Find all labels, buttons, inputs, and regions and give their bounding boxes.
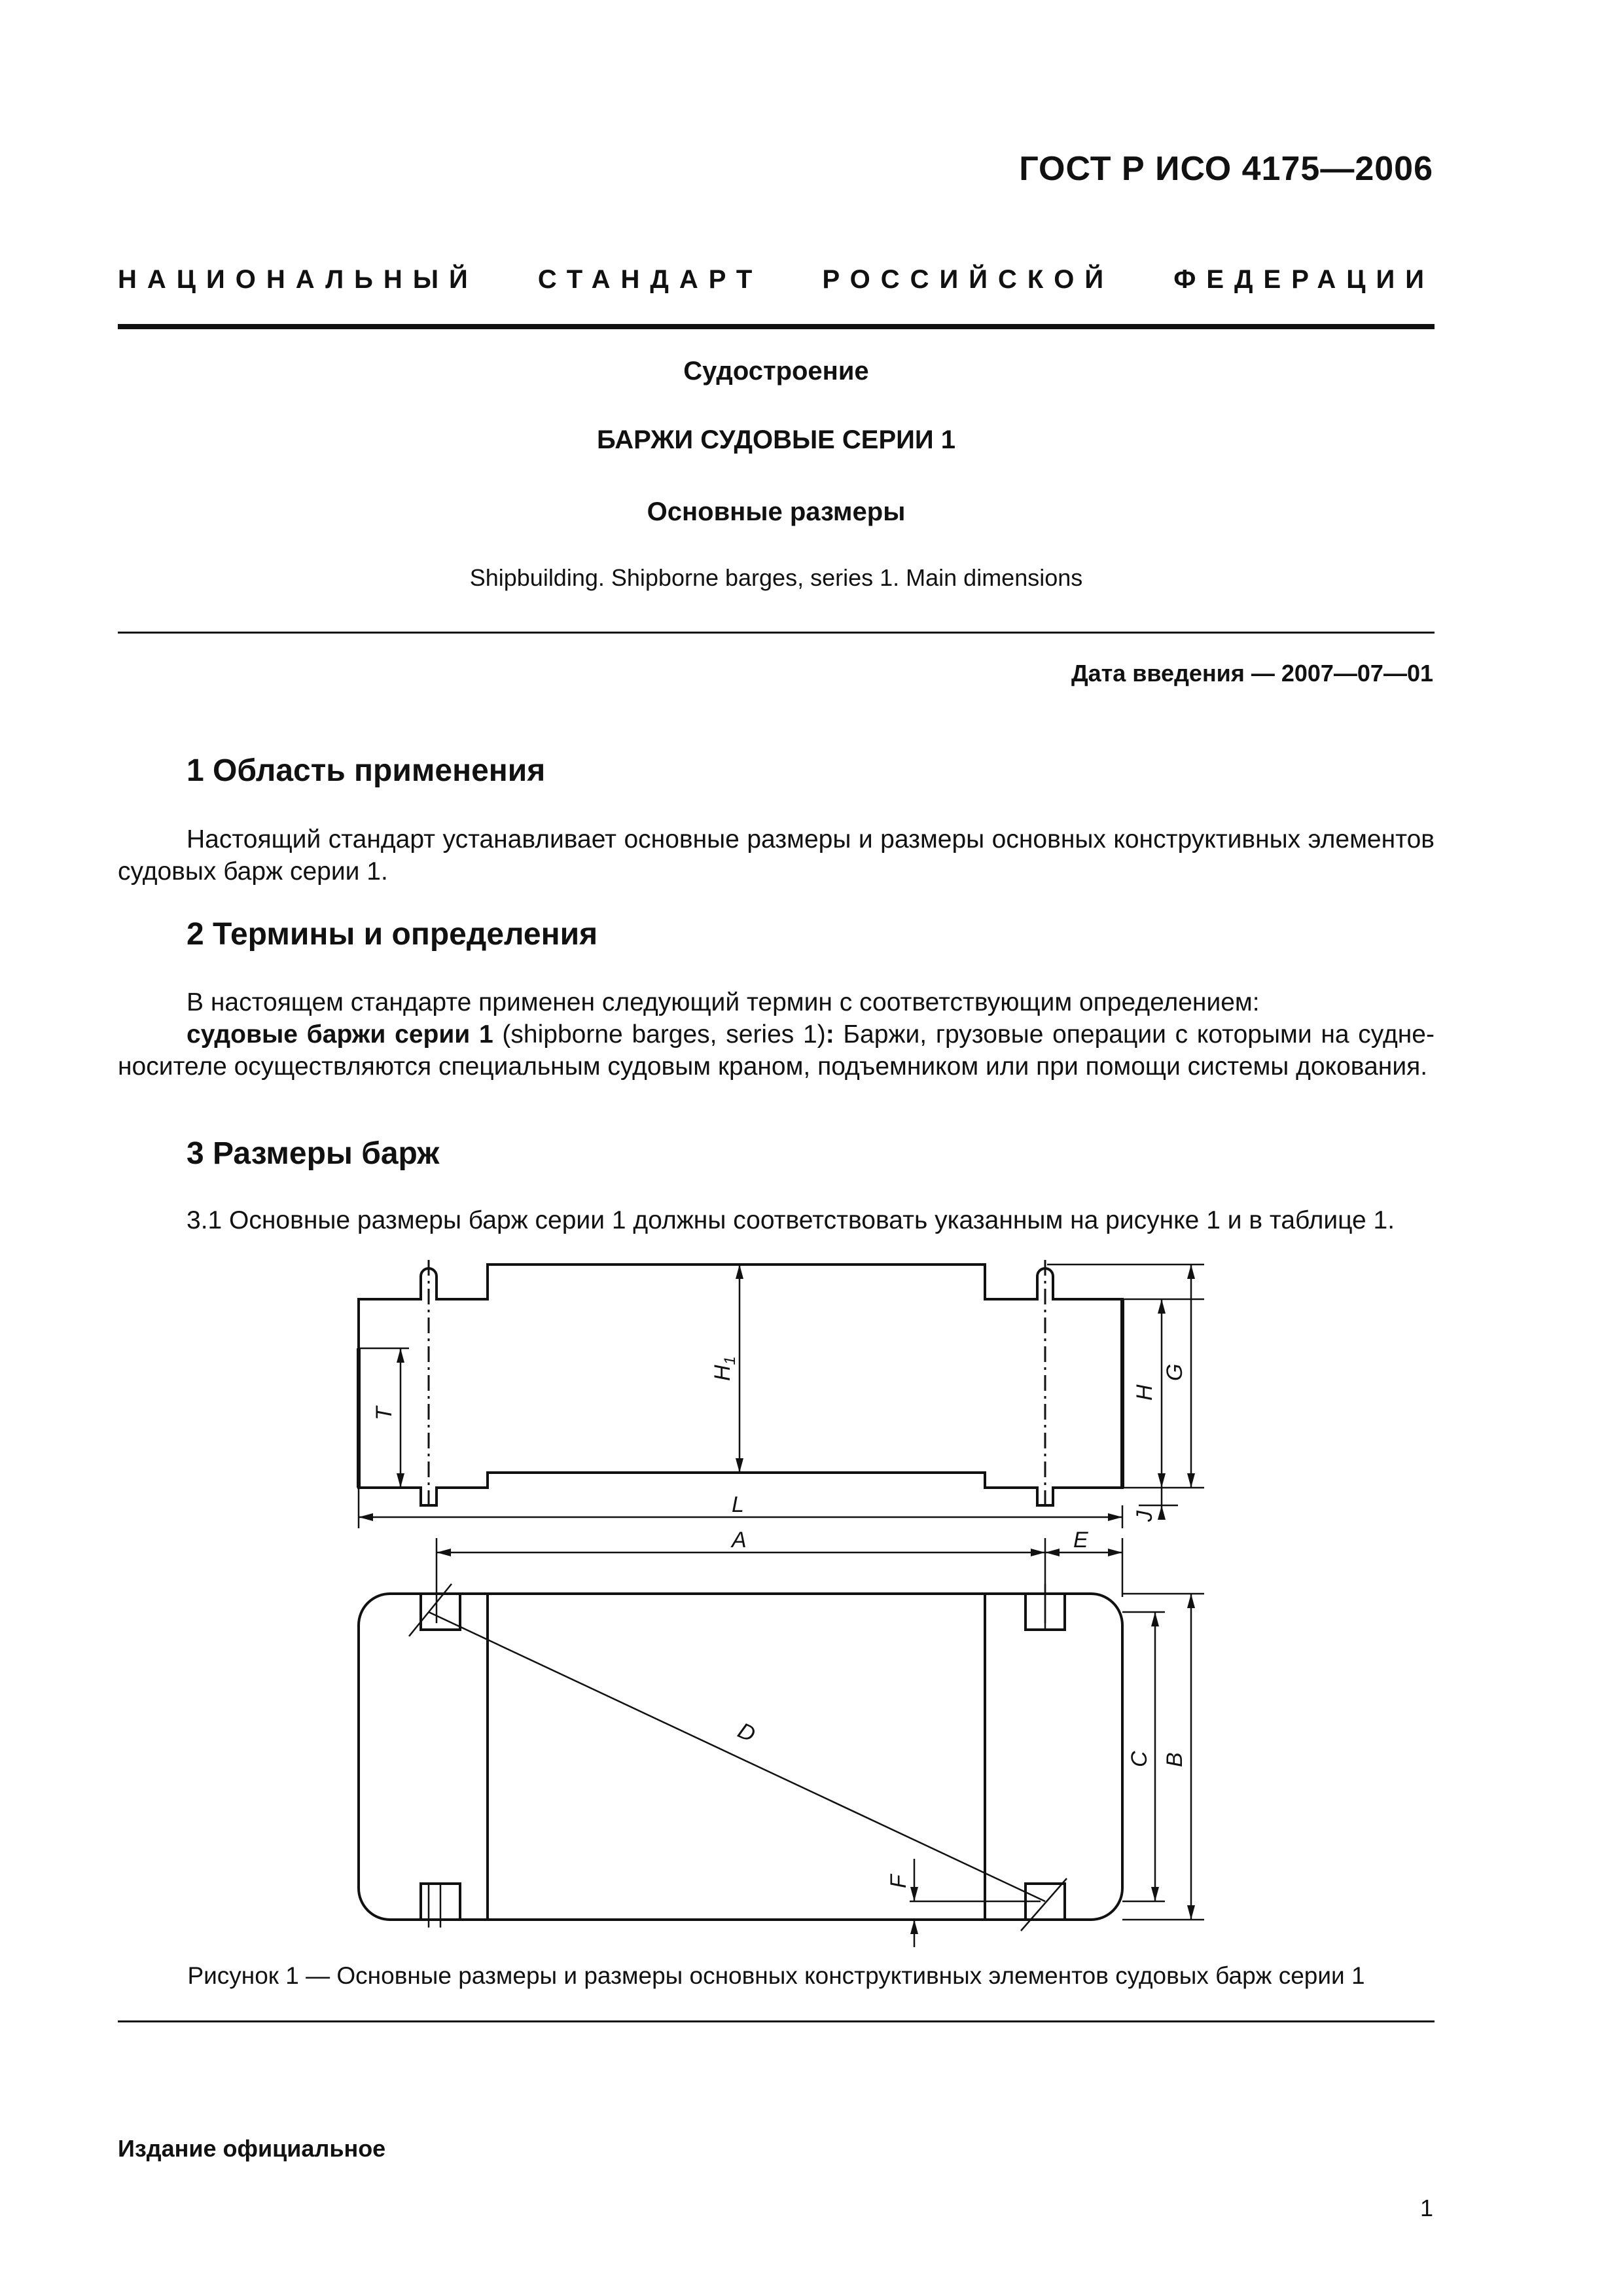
label-j: J: [1132, 1511, 1157, 1522]
label-g: G: [1162, 1363, 1187, 1381]
label-h1: [710, 1356, 739, 1381]
diagonal-d: [429, 1612, 1045, 1901]
label-l: L: [732, 1492, 744, 1517]
field-title: Судостроение: [683, 357, 869, 386]
nat-std-word-1: НАЦИОНАЛЬНЫЙ: [118, 265, 478, 294]
introduction-date: Дата введения — 2007—07—01: [1071, 660, 1433, 687]
side-view-outline: [359, 1265, 1122, 1505]
figure-caption: Рисунок 1 — Основные размеры и размеры основных конструктивных элементов судовых барж серии 1: [187, 1962, 1365, 1989]
english-title: Shipbuilding. Shipborne barges, series 1. Main dimensions: [469, 564, 1083, 591]
label-d: D: [734, 1717, 759, 1748]
section-1-text: Настоящий стандарт устанавливает основные размеры и размеры основных конструктивных элементов судовых барж серии 1.: [118, 825, 1435, 886]
term-definition: Баржи, грузовые операции с которыми на судне-носителе осуществляются специальным судовым краном, подъемником или при помощи системы докования.: [118, 1020, 1435, 1081]
label-b: B: [1162, 1752, 1187, 1767]
nat-std-word-2: СТАНДАРТ: [537, 265, 763, 294]
label-h1-main: H: [710, 1365, 735, 1381]
clause-3-1: 3.1 Основные размеры барж серии 1 должны соответствовать указанным на рисунке 1 и в таблице 1.: [187, 1206, 1395, 1234]
label-h: H: [1132, 1384, 1157, 1401]
footer-rule: [118, 2020, 1435, 2022]
term: судовые баржи серии 1: [187, 1020, 493, 1049]
document-title: БАРЖИ СУДОВЫЕ СЕРИИ 1: [596, 425, 956, 454]
section-2-intro: В настоящем стандарте применен следующий термин с соответствующим определением:: [187, 988, 1260, 1016]
nat-std-word-3: РОССИЙСКОЙ: [822, 265, 1115, 294]
page-number: 1: [1419, 2195, 1433, 2221]
document-subtitle: Основные размеры: [647, 497, 906, 526]
label-h1-sub: 1: [721, 1356, 739, 1365]
nat-std-word-4: ФЕДЕРАЦИИ: [1173, 265, 1435, 294]
term-colon: :: [825, 1020, 834, 1049]
term-english: (shipborne barges, series 1): [493, 1020, 826, 1049]
label-c: C: [1127, 1751, 1152, 1767]
label-e: E: [1073, 1528, 1088, 1552]
document-code: ГОСТ Р ИСО 4175—2006: [1019, 150, 1433, 188]
section-3-heading: 3 Размеры барж: [187, 1136, 440, 1171]
label-a: A: [732, 1528, 747, 1552]
plan-view-outline: [359, 1594, 1122, 1920]
section-1-heading: 1 Область применения: [187, 753, 546, 788]
label-f: F: [886, 1874, 911, 1888]
edition-label: Издание официальное: [118, 2135, 386, 2162]
section-2-heading: 2 Термины и определения: [187, 917, 598, 952]
label-t: T: [372, 1407, 397, 1420]
